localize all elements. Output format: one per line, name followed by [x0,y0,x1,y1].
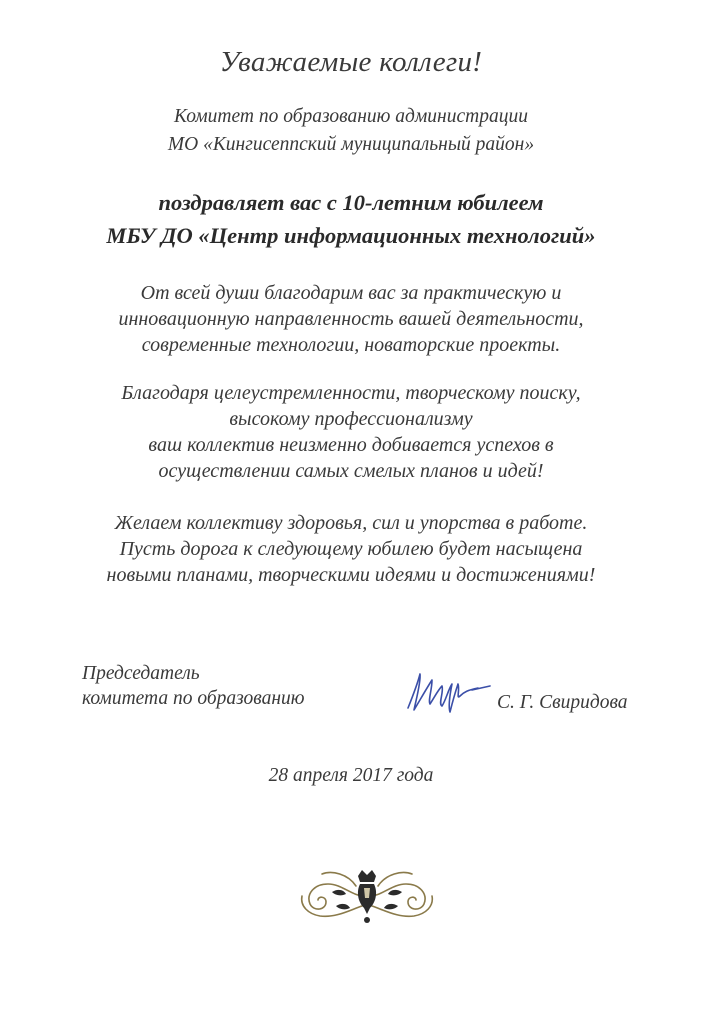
congratulation-headline [0,186,702,252]
paragraph-line: ваш коллектив неизменно добивается успехов в [148,434,554,456]
paragraph-gratitude [0,280,702,358]
signer-title-line: комитета по образованию [82,688,305,709]
paragraph-line: Благодаря целеустремленности, творческому поиску, [121,382,581,404]
paragraph-line: современные технологии, новаторские проекты. [141,334,561,356]
signer-title [82,661,305,711]
signer-title-line: Председатель [82,663,200,684]
letter-date: 28 апреля 2017 года [268,765,434,786]
paragraph-line: Желаем коллективу здоровья, сил и упорства в работе. [114,512,588,534]
paragraph-wishes [0,510,702,588]
committee-line: МО «Кингисеппский муниципальный район» [167,134,535,155]
committee-line: Комитет по образованию администрации [174,106,528,127]
paragraph-line: инновационную направленность вашей деятельности, [118,308,584,330]
paragraph-line: новыми планами, творческими идеями и достижениями! [106,564,596,586]
paragraph-achievements [0,380,702,484]
greeting-heading: Уважаемые коллеги! [219,46,483,78]
congrats-line: поздравляет вас с 10-летним юбилеем [158,190,544,215]
signature-icon [398,660,498,730]
paragraph-line: осуществлении самых смелых планов и идей! [158,460,544,482]
committee-name [0,103,702,159]
congrats-line: МБУ ДО «Центр информационных технологий» [106,223,596,248]
paragraph-line: высокому профессионализму [229,408,473,430]
paragraph-line: Пусть дорога к следующему юбилею будет насыщена [119,538,583,560]
ornament-icon [292,862,442,930]
paragraph-line: От всей души благодарим вас за практическую и [140,282,562,304]
signer-name: С. Г. Свиридова [497,692,628,713]
